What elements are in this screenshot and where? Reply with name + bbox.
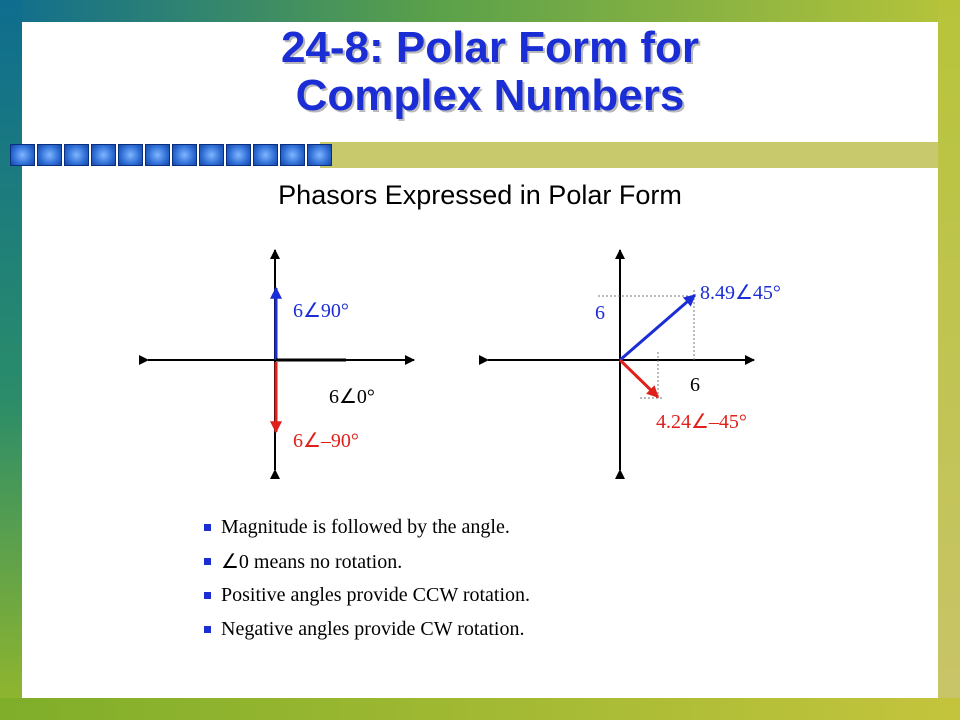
bullet-item xyxy=(204,510,530,544)
bullet-square-icon xyxy=(204,524,211,531)
phasor-8-49-45 xyxy=(620,295,695,360)
bullet-square-icon xyxy=(204,592,211,599)
label-8-49-45: 8.49∠45° xyxy=(700,282,781,304)
bullet-square-icon xyxy=(204,626,211,633)
bullet-text: ∠0 means no rotation. xyxy=(221,550,403,573)
phasor-4-24-minus-45 xyxy=(620,360,658,397)
title-line-1: 24-8: Polar Form for xyxy=(280,23,700,72)
label-6-minus-90: 6∠–90° xyxy=(293,430,359,452)
bullet-text: Magnitude is followed by the angle. xyxy=(221,515,510,538)
title-line-2: Complex Numbers xyxy=(295,71,685,120)
label-horizontal-6: 6 xyxy=(690,374,700,396)
bullet-item xyxy=(204,578,530,612)
bullet-text: Positive angles provide CCW rotation. xyxy=(221,583,531,606)
bullet-list xyxy=(204,510,530,646)
bullet-item xyxy=(204,612,530,646)
label-6-0: 6∠0° xyxy=(329,386,375,408)
slide-subtitle: Phasors Expressed in Polar Form xyxy=(278,180,682,210)
label-4-24-minus-45: 4.24∠–45° xyxy=(656,411,747,433)
label-6-90: 6∠90° xyxy=(293,300,349,322)
bullet-item xyxy=(204,544,530,578)
label-vertical-6: 6 xyxy=(595,302,605,324)
bullet-square-icon xyxy=(204,558,211,565)
bullet-text: Negative angles provide CW rotation. xyxy=(221,617,525,640)
